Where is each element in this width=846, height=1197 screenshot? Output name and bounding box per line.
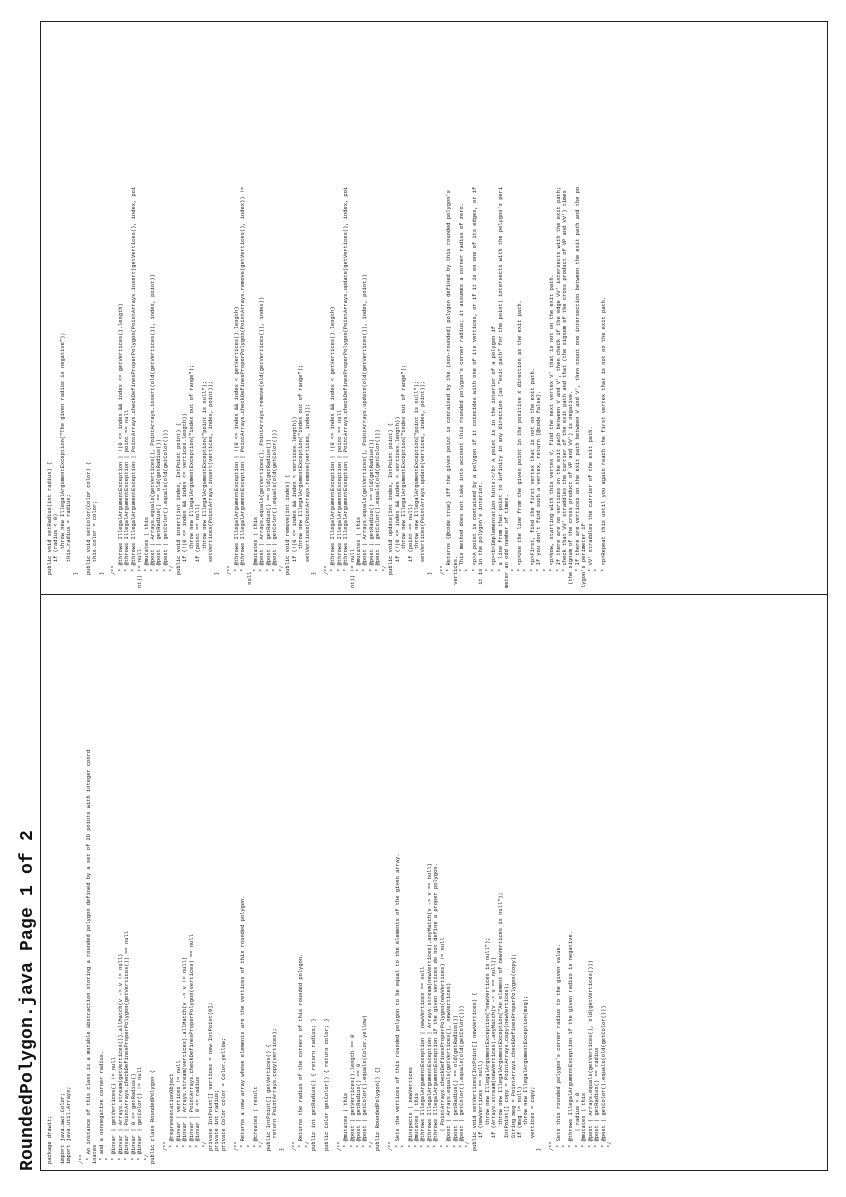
- code-line: * @post | getColor().equals(old(getColor())): [162, 429, 169, 588]
- code-line: String msg = PointArrays.checkDefinesProperPolygon(copy);: [510, 953, 517, 1164]
- code-line: * @post | getColor().equals(old(getColor())): [459, 1005, 465, 1164]
- code-line: * a line from that point to infinity in any direction (an "exit path" for the point) intersects with the polygon's peri: [497, 186, 504, 588]
- code-line: * An instance of this class is a mutable abstraction storing a rounded polygon defined by a set of 2D points with integer coord: [85, 749, 92, 1164]
- code-line: */: [607, 1141, 614, 1164]
- code-line: inates: [92, 1144, 99, 1164]
- code-line: lygon's perimeter if: [581, 523, 588, 588]
- code-line: public RoundedPolygon() {}: [375, 1066, 382, 1164]
- code-line: * @throws IllegalArgumentException | PointArrays.checkDefinesProperPolygon(PointArrays.insert(getVertices(), index, poi: [130, 186, 137, 588]
- code-line: */: [278, 565, 285, 588]
- code-line: *: [104, 1157, 111, 1164]
- code-line: if (!(0 <= index && index <= vertices.length)): [182, 413, 189, 588]
- code-line: */: [304, 1141, 311, 1164]
- code-line: throw new IllegalArgumentException("An element of newVertices is null");: [497, 892, 504, 1164]
- code-line: * @invar | vertices != null: [175, 1060, 182, 1164]
- code-line: */: [381, 565, 388, 588]
- code-line: * <p>A point is contained by a polygon if it coincides with one of its vertices, or if it is on one of its edges, or if: [471, 186, 478, 588]
- code-line: * @mutates | this: [413, 1092, 420, 1164]
- code-line: * @post | Arrays.equals(getVertices(), newVertices): [446, 982, 453, 1164]
- code-line: * @invar | getColor() != null: [137, 1066, 144, 1164]
- code-line: * Sets this rounded polygon's corner radius to the given value.: [555, 944, 562, 1164]
- code-line: * @post | getColor().equals(old(getColor())): [272, 429, 279, 588]
- code-line: * @throws IllegalArgumentException if the given vertices do not define a proper polygon.: [433, 863, 440, 1164]
- code-line: throw new IllegalArgumentException(msg);: [523, 995, 530, 1164]
- code-line: * @throws IllegalArgumentException | PointArrays.checkDefinesProperPolygon(PointArrays.update(getVertices(), index, poi: [343, 186, 350, 588]
- code-line: * @invar | 0 <= radius: [195, 1076, 202, 1164]
- code-line: package drawit;: [47, 1115, 53, 1164]
- code-line: */: [368, 1141, 375, 1164]
- code-line: *: [246, 1144, 253, 1164]
- code-line: *: [562, 1144, 568, 1164]
- code-listing-left: [47, 604, 614, 1164]
- page-title: RoundedPolygon.java Page 1 of 2: [18, 829, 38, 1171]
- code-line: public Color getColor() { return color; }: [323, 1018, 330, 1164]
- code-line: *: [510, 568, 517, 588]
- code-line: * | radius < 0: [574, 1092, 581, 1164]
- code-line: /**: [439, 565, 446, 588]
- code-line: * @throws IllegalArgumentException | point == null: [124, 410, 131, 588]
- code-line: * @mutates | this: [253, 516, 259, 588]
- code-line: *: [542, 568, 549, 588]
- code-line: }: [426, 571, 433, 588]
- code-column-right: [47, 28, 823, 588]
- code-line: it is in the polygon's interior.: [478, 481, 485, 588]
- code-line: public void update(int index, IntPoint point) {: [388, 423, 395, 588]
- code-line: */: [201, 1141, 208, 1164]
- code-line: if (!(0 <= index && index < vertices.length)): [394, 416, 401, 588]
- code-line: /**: [336, 1141, 343, 1164]
- code-line: * <p><b>Implementation hints:</b> A point is in the interior of a polygon if: [491, 325, 498, 588]
- code-line: if (newVertices == null): [478, 1060, 485, 1164]
- code-line: * If there are vertices on the exit path between V and V', then count one intersection between the exit path and the po: [574, 186, 581, 588]
- code-line: * @invar | PointArrays.checkDefinesProperPolygon(getVertices()) == null: [124, 931, 131, 1164]
- code-line: * @post | Arrays.equals(getVertices(), PointArrays.insert(old(getVertices()), index, point)): [150, 274, 156, 588]
- code-line: if (msg != null): [516, 1086, 523, 1164]
- code-line: /**: [388, 1141, 395, 1164]
- code-line: * @post | getRadius() == old(getRadius()): [265, 439, 272, 588]
- code-line: * This method does not take into account this rounded polygon's corner radius; it assumes a corner radius of zero.: [459, 203, 465, 588]
- code-line: * @invar | getVertices() != null: [111, 1057, 118, 1164]
- code-line: if (point == null): [407, 503, 414, 588]
- code-line: /**: [111, 565, 118, 588]
- code-line: * @post | getColor().equals(old(getColor())): [600, 1005, 607, 1164]
- code-line: private IntPoint[] vertices = new IntPoint[0];: [207, 1002, 214, 1164]
- code-line: import java.util.Arrays;: [66, 1086, 73, 1164]
- code-line: return PointArrays.copy(vertices);: [272, 1028, 279, 1164]
- code-line: throw new IllegalArgumentException("newVertices is null");: [484, 937, 491, 1164]
- code-line: public int getRadius() { return radius; }: [310, 1018, 317, 1164]
- code-line: * @post | getRadius() == 0: [356, 1063, 362, 1164]
- two-column-frame: [40, 21, 828, 1171]
- code-line: * <p>Repeat this until you again reach the first vertex that is not on the exit path.: [600, 296, 607, 588]
- code-line: * @invar | PointArrays.checkDefinesProperPolygon(vertices) == null: [188, 934, 195, 1164]
- code-line: * Returns the radius of the corners of this rounded polygon.: [298, 953, 305, 1164]
- code-line: * If you don't find such a vertex, return {@code false}.: [536, 390, 543, 588]
- code-line: this.radius = radius;: [66, 494, 73, 588]
- code-line: public void remove(int index) {: [285, 474, 292, 588]
- code-line: * @post | getRadius() == old(getRadius()): [452, 1015, 459, 1164]
- code-line: nt)) != null: [137, 549, 144, 588]
- code-listing-right: [47, 28, 607, 588]
- code-line: * @creates | result: [253, 1086, 259, 1164]
- code-line: *: [523, 568, 530, 588]
- code-line: nt)) != null: [349, 549, 356, 588]
- code-line: */: [169, 565, 176, 588]
- code-line: /**: [323, 565, 330, 588]
- code-line: null: [246, 571, 253, 588]
- code-line: * @throws IllegalArgumentException | !(0 <= index && index < getVertices().length): [330, 306, 337, 588]
- code-line: /**: [79, 1154, 86, 1164]
- code-line: if (Arrays.stream(newVertices).anyMatch(v -> v == null)): [491, 956, 498, 1164]
- code-line: * @throws IllegalArgumentException | Arrays.stream(newVertices).anyMatch(v -> v == null): [426, 863, 433, 1164]
- code-line: *: [594, 568, 601, 588]
- code-line: if (!(0 <= index && index < vertices.length)): [291, 416, 298, 588]
- code-line: * <p>Now, starting with this vertex V, find the next vertex V' that is not on the exit path.: [549, 274, 556, 588]
- code-line: throw new IllegalArgumentException("index out of range");: [298, 364, 305, 588]
- code-line: }: [98, 571, 105, 588]
- code-line: * If there are no vertices on the exit path between V and V', then check if the edge VV' intersects with the exit path;: [555, 186, 562, 588]
- code-line: (the signum of the cross product of VP and VV') is negative.: [568, 390, 575, 588]
- code-line: }: [72, 571, 79, 588]
- code-line: * VV' straddles the carrier of the exit path.: [587, 426, 594, 588]
- code-line: setVertices(PointArrays.update(vertices, index, point));: [420, 380, 427, 588]
- code-line: * @post | getRadius() == old(getRadius()): [156, 439, 163, 588]
- code-line: * Returns a new array whose elements are the vertices of this rounded polygon.: [240, 895, 247, 1164]
- code-line: meter an odd number of times.: [504, 494, 511, 588]
- code-line: public void setVertices(IntPoint[] newVertices) {: [471, 992, 478, 1164]
- code-line: * @invar | Arrays.stream(getVertices()).allMatch(v -> v != null): [117, 953, 124, 1164]
- code-line: * @throws IllegalArgumentException | PointArrays.checkDefinesProperPolygon(PointArrays.remove(getVertices(), index)) !=: [240, 186, 247, 588]
- code-line: private Color color = Color.yellow;: [220, 1037, 227, 1164]
- code-line: /**: [162, 1141, 169, 1164]
- code-line: if (point == null): [195, 503, 202, 588]
- code-line: * @throws IllegalArgumentException | !(0 <= index && index <= getVertices().length): [117, 303, 124, 588]
- code-line: import java.awt.Color;: [59, 1092, 66, 1164]
- code-line: * @post | Arrays.equals(getVertices(), PointArrays.remove(old(getVertices()), index)): [259, 296, 266, 588]
- code-line: throw new IllegalArgumentException("index out of range");: [401, 364, 408, 588]
- code-line: *: [465, 568, 472, 588]
- code-line: * @throws IllegalArgumentException | !(0 <= index && index < getVertices().length): [233, 306, 240, 588]
- code-line: vertices.: [452, 555, 459, 588]
- code-line: setVertices(PointArrays.remove(vertices, index));: [304, 403, 311, 588]
- code-line: vertices = copy;: [529, 1086, 536, 1164]
- code-line: }: [536, 1147, 543, 1164]
- code-line: * @mutates | this: [356, 516, 362, 588]
- code-line: throw new IllegalArgumentException("point is null");: [201, 380, 208, 588]
- code-line: * @invar | Arrays.stream(vertices).allMatch(v -> v != null): [182, 956, 189, 1164]
- code-line: * @post | Arrays.equals(getVertices(), PointArrays.update(old(getVertices()), index, point)): [362, 274, 369, 588]
- code-line: }: [214, 571, 221, 588]
- code-line: * @post | getVertices().length == 0: [349, 1034, 356, 1164]
- column-divider: [41, 594, 827, 595]
- code-line: */: [259, 1141, 266, 1164]
- code-line: * <p>Use the line from the given point in the positive X direction as the exit path.: [516, 300, 523, 588]
- code-line: public void setColor(Color color) {: [85, 461, 92, 588]
- code-line: * @throws IllegalArgumentException if the given radius is negative.: [568, 931, 575, 1164]
- code-line: * | PointArrays.checkDefinesProperPolygon(newVertices) != null: [439, 937, 446, 1164]
- code-line: setVertices(PointArrays.insert(vertices, index, point));: [207, 380, 214, 588]
- code-line: }: [278, 1147, 285, 1164]
- code-line: /**: [227, 565, 234, 588]
- code-line: /**: [549, 1141, 556, 1164]
- code-line: throw new IllegalArgumentException("The given radius is negative");: [59, 332, 66, 588]
- code-line: /**: [291, 1141, 298, 1164]
- code-line: * @mutates | this: [581, 1092, 588, 1164]
- code-line: * @post | Arrays.equals(getVertices(), old(getVertices())): [587, 960, 594, 1164]
- code-column-left: [47, 604, 823, 1164]
- code-line: public IntPoint[] getVertices() {: [265, 1044, 272, 1164]
- code-line: public class RoundedPolygon {: [150, 1070, 156, 1164]
- code-line: *: [484, 568, 491, 588]
- code-line: /**: [233, 1141, 240, 1164]
- code-line: * <p>First, find the first vertex that is not on the exit path.: [529, 368, 536, 588]
- code-line: */: [143, 1154, 150, 1164]
- code-line: * @inspects | newVertices: [407, 1066, 414, 1164]
- code-line: * @post | getColor().equals(Color.yellow): [362, 1015, 369, 1164]
- code-line: * @representationObject: [169, 1073, 176, 1164]
- code-line: * Sets the vertices of this rounded polygon to be equal to the elements of the given array.: [394, 853, 401, 1164]
- code-line: }: [310, 571, 317, 588]
- code-line: * @mutates | this: [143, 516, 150, 588]
- code-line: IntPoint[] copy = PointArrays.copy(newVertices);: [504, 982, 511, 1164]
- code-line: */: [465, 1141, 472, 1164]
- code-line: * @throws IllegalArgumentException | point == null: [336, 410, 343, 588]
- code-line: throw new IllegalArgumentException("point is null");: [413, 380, 420, 588]
- code-line: public void insert(int index, IntPoint point) {: [175, 423, 182, 588]
- code-line: throw new IllegalArgumentException("index out of range");: [188, 364, 195, 588]
- code-line: this.color = color;: [92, 500, 99, 588]
- code-line: public void setRadius(int radius) {: [47, 461, 53, 588]
- code-line: * @invar | 0 <= getRadius(): [130, 1073, 137, 1164]
- code-line: * @throws IllegalArgumentException | newVertices == null: [420, 966, 427, 1164]
- code-line: * @post | getRadius() == radius: [594, 1047, 601, 1164]
- code-line: * check that VV' straddles the carrier of the exit path and that (the signum of the cross product of VP and VV') times: [562, 190, 568, 588]
- code-line: * Returns {@code true} iff the given point is contained by the (non-rounded) polygon defined by this rounded polygon's: [446, 190, 453, 588]
- code-line: *: [401, 1144, 408, 1164]
- code-line: * @post | getColor().equals(old(getColor())): [375, 429, 382, 588]
- code-line: private int radius;: [214, 1089, 221, 1164]
- code-line: * @post | getRadius() == old(getRadius()): [368, 439, 375, 588]
- code-line: if (radius < 0): [53, 513, 60, 588]
- code-line: * @mutates | this: [343, 1092, 350, 1164]
- code-line: * and a nonnegative corner radius.: [98, 1050, 105, 1164]
